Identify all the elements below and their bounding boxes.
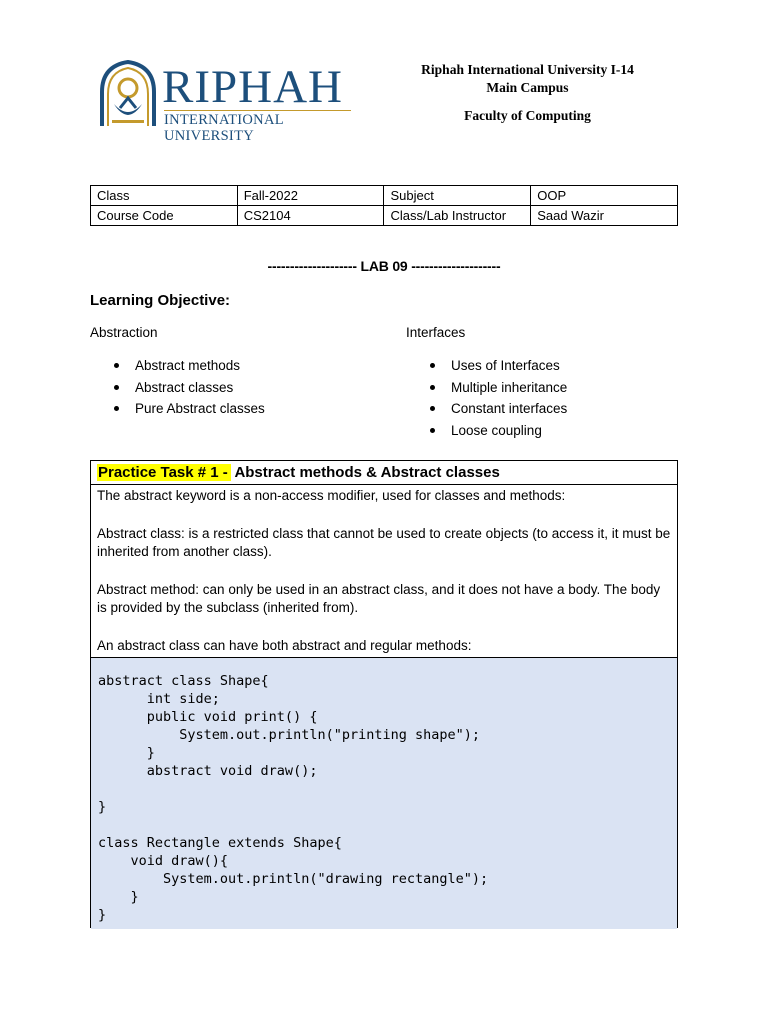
table-cell: Class/Lab Instructor	[384, 206, 531, 226]
code-listing: abstract class Shape{ int side; public void print() { System.out.println("printing shape"); } abstract void draw(); } class Rectangle extends Shape{ void draw(){ System.out.println("drawing rectangle"); } }	[98, 673, 489, 923]
table-row	[91, 186, 678, 206]
abstraction-heading: Abstraction	[90, 325, 158, 340]
lab-title: -------------------- LAB 09 --------------------	[267, 258, 501, 274]
paragraph: The abstract keyword is a non-access modifier, used for classes and methods:	[97, 488, 566, 503]
task-label: Practice Task # 1 -	[97, 464, 231, 481]
university-name: Riphah International University I-14	[421, 62, 634, 77]
table-cell: CS2104	[237, 206, 384, 226]
course-info-table	[90, 185, 678, 226]
table-row	[91, 206, 678, 226]
logo-subtitle: INTERNATIONAL UNIVERSITY	[164, 110, 351, 144]
task-header	[91, 461, 677, 485]
table-cell: Subject	[384, 186, 531, 206]
list-item: Loose coupling	[406, 420, 567, 442]
task-description	[91, 485, 677, 658]
list-item: Uses of Interfaces	[406, 355, 567, 377]
paragraph: Abstract class: is a restricted class that cannot be used to create objects (to access it, it must be inherited from another class).	[97, 525, 671, 559]
table-cell: Course Code	[91, 206, 238, 226]
interfaces-heading: Interfaces	[406, 325, 466, 340]
riphah-emblem-icon	[96, 58, 160, 132]
task-title: Abstract methods & Abstract classes	[234, 464, 500, 481]
abstraction-list	[90, 355, 265, 420]
table-cell: Saad Wazir	[531, 206, 678, 226]
faculty-name: Faculty of Computing	[464, 108, 591, 123]
list-item: Constant interfaces	[406, 398, 567, 420]
university-logo	[96, 58, 351, 144]
table-cell: Fall-2022	[237, 186, 384, 206]
table-cell: Class	[91, 186, 238, 206]
learning-objective-heading: Learning Objective:	[90, 292, 231, 309]
campus-name: Main Campus	[486, 80, 569, 95]
practice-task-box	[90, 460, 678, 928]
list-item: Pure Abstract classes	[90, 398, 265, 420]
paragraph: Abstract method: can only be used in an abstract class, and it does not have a body. The body is provided by the subclass (inherited from).	[97, 581, 661, 615]
list-item: Multiple inheritance	[406, 377, 567, 399]
list-item: Abstract methods	[90, 355, 265, 377]
table-cell: OOP	[531, 186, 678, 206]
list-item: Abstract classes	[90, 377, 265, 399]
logo-wordmark: RIPHAH	[162, 61, 343, 113]
paragraph: An abstract class can have both abstract and regular methods:	[97, 637, 472, 653]
interfaces-list	[406, 355, 567, 441]
code-block	[91, 658, 677, 929]
